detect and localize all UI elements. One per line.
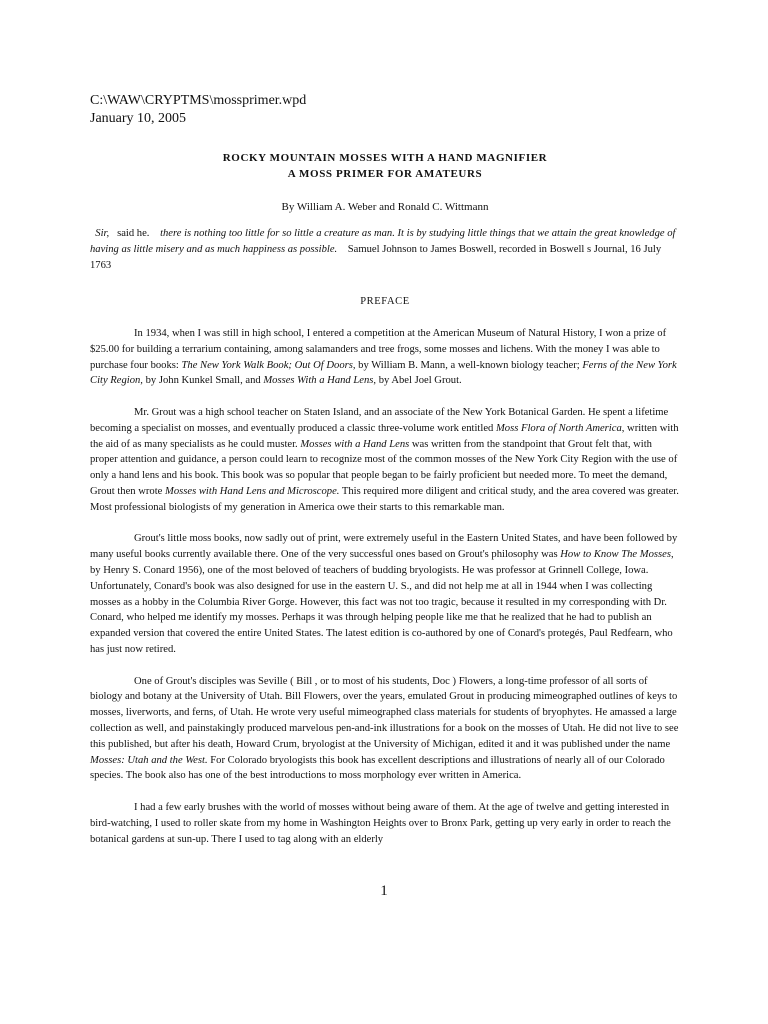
file-path: C:\WAW\CRYPTMS\mossprimer.wpd xyxy=(90,93,307,108)
epigraph-attribution: Samuel Johnson to James Boswell, recorded in Boswell s Journal, 16 July 1763 xyxy=(90,244,662,271)
preface-heading: PREFACE xyxy=(360,296,410,307)
document-title xyxy=(90,150,680,182)
p2-text-a: Mr. Grout was a high school teacher on Staten Island, and an associate of the New York Botanical Garden. He spent a lifetime becoming a specialist on mosses, and eventually produced a classic three-volume work entitled xyxy=(90,406,669,434)
paragraph-4 xyxy=(90,674,680,785)
p3-text-c: , by Henry S. Conard 1956), one of the most beloved of teachers of budding bryologists. He was professor at Grinnell College, Iowa. Unfortunately, Conard's book was also designed for use in the eastern U. S., and did not help me at all in 1944 when I was collecting mosses as a hobby in the Columbia River Gorge. However, this fact was not too tragic, because it resulted in my corresponding with Dr. Conard, who helped me identify my mosses. Perhaps it was through helping people like me that he realized that he had to publish an expanded version that covered the entire United States. The latest edition is co-authored by one of Conard's protegés, Paul Redfearn, who has just now retired. xyxy=(90,549,674,655)
p3-book-title-1: How to Know The Mosses xyxy=(560,549,671,561)
p5-text-a: I had a few early brushes with the world of mosses without being aware of them. At the age of twelve and getting interested in bird-watching, I used to roller skate from my home in Washington Heights over to Bronx Park, getting up very early in order to reach the botanical gardens at sun-up. There I used to tag along with an elderly xyxy=(90,801,671,845)
epigraph-said: said he. xyxy=(117,228,150,239)
p2-book-title-2: Mosses with a Hand Lens xyxy=(300,438,410,450)
p4-book-title-1: Mosses: Utah and the West. xyxy=(90,754,208,766)
p1-text-c: by William B. Mann, a well-known biology teacher; xyxy=(355,359,583,371)
epigraph-quote: there is nothing too little for so little a creature as man. It is by studying little things that we attain the great knowledge of having as little misery and as much happiness as possible. xyxy=(90,228,676,255)
epigraph xyxy=(90,226,680,274)
p1-text-a: In 1934, when I was still in high school, I entered a competition at the American Museum of Natural History, I won a prize of $25.00 for building a terrarium containing, among salamanders and tree frogs, some mosses and lichens. With the money I was able to purchase four books: xyxy=(90,328,667,371)
p1-text-e: by John Kunkel Small, and xyxy=(142,375,264,387)
p1-book-title-1: The New York Walk Book; Out Of Doors, xyxy=(181,359,356,371)
epigraph-sir: Sir, xyxy=(95,228,110,239)
document-page xyxy=(90,92,680,847)
paragraph-5 xyxy=(90,800,680,847)
p2-text-g: This required more diligent and critical study, and the area covered was greater. Most professional biologists of my generation in America owe their starts to this remarkable man. xyxy=(90,485,679,513)
p2-book-title-3: Mosses with Hand Lens and Microscope. xyxy=(165,485,340,497)
title-line-1: ROCKY MOUNTAIN MOSSES WITH A HAND MAGNIFIER xyxy=(222,152,548,164)
paragraph-2 xyxy=(90,405,680,516)
paragraph-1 xyxy=(90,326,680,389)
p3-text-a: Grout's little moss books, now sadly out of print, were extremely useful in the Eastern United States, and have been followed by many useful books currently available there. One of the very successful ones based on Grout's philosophy was xyxy=(90,533,678,561)
title-line-2: A MOSS PRIMER FOR AMATEURS xyxy=(287,168,483,180)
p1-text-g: , by Abel Joel Grout. xyxy=(373,375,462,387)
page-number: 1 xyxy=(380,883,388,899)
p2-book-title-1: Moss Flora of North America xyxy=(495,422,622,434)
paragraph-3 xyxy=(90,531,680,657)
p4-text-a: One of Grout's disciples was Seville ( Bill , or to most of his students, Doc ) Flowers, a long-time professor of all sorts of biology and botany at the University of Utah. Bill Flowers, over the years, emulated Grout in producing mimeographed outlines of keys to mosses, liverworts, and ferns, of Utah. He wrote very useful mimeographed class materials for students of bryophytes. He amassed a large collection as well, and painstakingly produced marvelous pen-and-ink illustrations for a book on the mosses of Utah. He did not live to see this published, but after his death, Howard Crum, bryologist at the University of Michigan, edited it and it was published under the name xyxy=(90,675,679,750)
p2-text-e: was written from the standpoint that Grout felt that, with proper attention and guidance, a person could learn to recognize most of the common mosses of the New York City Region with the use of only a hand lens and his book. This book was so popular that people began to be fairly proficient but needed more. To meet the demand, Grout then wrote xyxy=(90,438,678,497)
p4-text-c: For Colorado bryologists this book has excellent descriptions and illustrations of nearly all of our Colorado species. The book also has one of the best introductions to moss morphology ever written in America. xyxy=(90,754,665,782)
byline: By William A. Weber and Ronald C. Wittmann xyxy=(281,201,489,213)
p2-text-c: , written with the aid of as many specialists as he could muster. xyxy=(90,422,679,450)
p1-book-title-3: Mosses With a Hand Lens xyxy=(263,375,374,387)
p1-book-title-2: Ferns of the New York City Region, xyxy=(90,359,677,387)
document-date: January 10, 2005 xyxy=(90,111,187,126)
